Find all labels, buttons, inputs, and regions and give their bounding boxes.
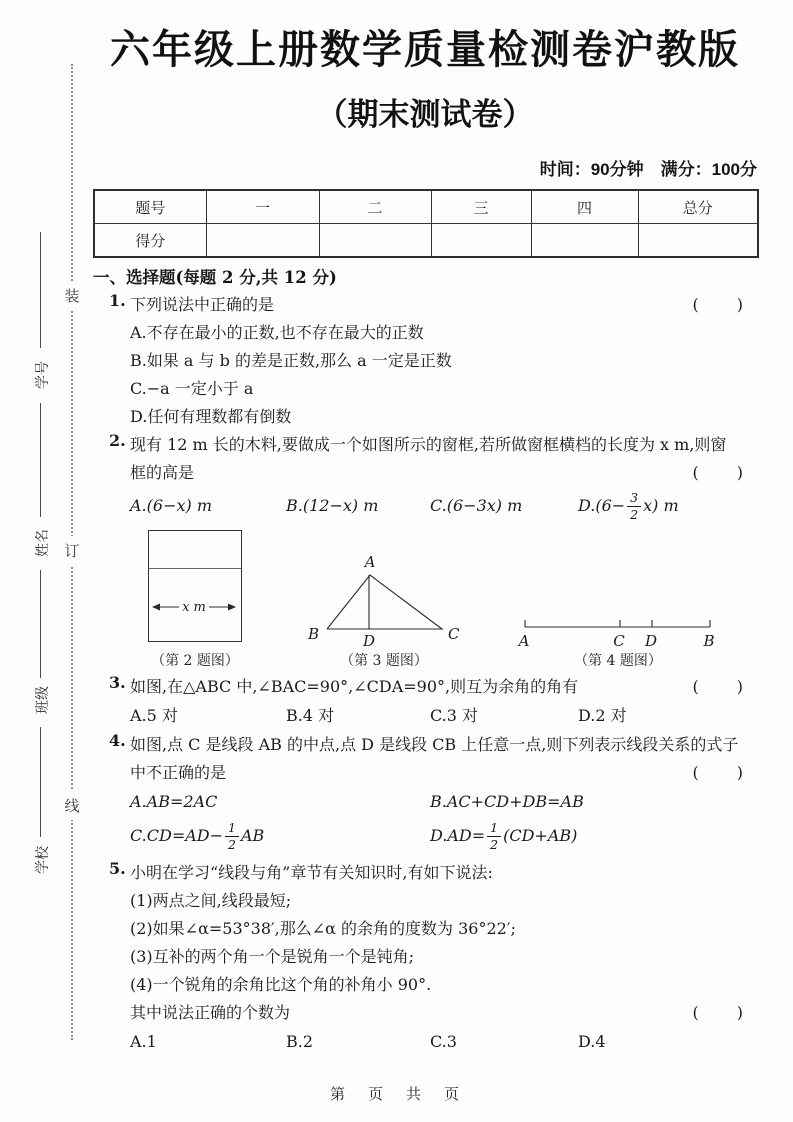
figure-4-caption: （第 4 题图） [574, 653, 662, 669]
question-4-option-c-pre: C.CD=AD− [130, 826, 224, 845]
question-4 [93, 731, 757, 855]
question-4-option-a: A.AB=2AC [130, 792, 218, 811]
fraction-denominator: 2 [228, 836, 236, 852]
score-table-header-row [94, 190, 758, 224]
question-1-option-a: A.不存在最小的正数,也不存在最大的正数 [130, 323, 424, 342]
question-3-option-a: A.5 对 [130, 706, 178, 725]
question-2-answer-paren: ( ) [692, 463, 745, 482]
score-cell [431, 224, 531, 258]
name-blank-line [40, 403, 41, 517]
segment-label-d: D [644, 632, 658, 650]
question-5-option-c: C.3 [430, 1032, 457, 1051]
figure-3-caption: （第 3 题图） [340, 653, 428, 669]
question-1-option-c: C.−a 一定小于 a [130, 379, 254, 398]
question-5-option-b: B.2 [286, 1032, 314, 1051]
question-1-number: 1. [109, 291, 126, 310]
school-blank-line [40, 727, 41, 837]
window-frame-crossbar [149, 568, 241, 569]
score-header-tihao: 题号 [94, 190, 206, 224]
question-1-option-b: B.如果 a 与 b 的差是正数,那么 a 一定是正数 [130, 351, 452, 370]
question-4-number: 4. [109, 731, 126, 750]
fraction-denominator: 2 [490, 836, 499, 852]
fraction-numerator: 3 [627, 491, 641, 507]
class-label: 班级 [35, 686, 51, 714]
student-id-label: 学号 [35, 361, 51, 389]
question-3-number: 3. [109, 673, 126, 692]
score-row-label: 得分 [94, 224, 206, 258]
question-3-answer-paren: ( ) [692, 677, 745, 696]
figures-row [93, 527, 757, 673]
question-4-option-d-pre: D.AD= [430, 826, 486, 845]
question-5-option-d: D.4 [578, 1032, 606, 1051]
question-4-stem-line1: 如图,点 C 是线段 AB 的中点,点 D 是线段 CB 上任意一点,则下列表示线段关系的式子 [130, 735, 739, 754]
question-5-item-3: (3)互补的两个角一个是锐角一个是钝角; [130, 947, 415, 966]
triangle-label-b: B [308, 625, 320, 643]
school-label: 学校 [35, 846, 51, 874]
question-2-option-d-pre: D.(6− [578, 496, 626, 515]
score-header-total: 总分 [638, 190, 758, 224]
question-5-item-1: (1)两点之间,线段最短; [130, 891, 292, 910]
question-3-option-b: B.4 对 [286, 706, 335, 725]
question-1-stem: 下列说法中正确的是 [130, 295, 275, 314]
question-2-option-b: B.(12−x) m [286, 496, 379, 515]
binding-char-ding: 订 [64, 536, 79, 565]
binding-char-zhuang: 装 [64, 281, 79, 310]
question-4-answer-paren: ( ) [692, 763, 745, 782]
question-2-option-d-post: x) m [643, 496, 679, 515]
triangle-label-c: C [448, 625, 460, 643]
binding-char-xian: 线 [64, 791, 79, 820]
name-label: 姓名 [35, 529, 51, 557]
question-3-option-d: D.2 对 [578, 706, 627, 725]
question-4-option-d [430, 821, 577, 852]
question-5-item-4: (4)一个锐角的余角比这个角的补角小 90°. [130, 975, 432, 994]
fraction [225, 821, 239, 852]
section1-heading: 一、选择题(每题 2 分,共 12 分) [93, 268, 337, 287]
segment-label-a: A [518, 632, 530, 650]
question-5-option-a: A.1 [130, 1032, 157, 1051]
question-2-stem-line2: 框的高是 [130, 463, 195, 482]
fraction-numerator: 1 [225, 821, 239, 837]
segment-figure [510, 603, 725, 653]
question-4-stem-line2: 中不正确的是 [130, 763, 227, 782]
exam-title: 六年级上册数学质量检测卷沪教版 [110, 28, 740, 72]
exam-content [93, 0, 757, 1057]
score-header-4: 四 [531, 190, 638, 224]
question-5-answer-paren: ( ) [692, 1003, 745, 1022]
segment-label-c: C [613, 632, 625, 650]
question-4-option-c [130, 821, 430, 852]
triangle-label-d: D [362, 632, 376, 650]
question-5-stem: 小明在学习“线段与角”章节有关知识时,有如下说法: [130, 863, 493, 882]
question-3-option-c: C.3 对 [430, 706, 479, 725]
question-2-option-a: A.(6−x) m [130, 496, 212, 515]
score-table [93, 189, 759, 258]
question-2-option-c: C.(6−3x) m [430, 496, 523, 515]
window-frame-figure [148, 530, 242, 642]
question-3 [93, 673, 757, 731]
score-table-score-row [94, 224, 758, 258]
question-1 [93, 291, 757, 431]
question-1-answer-paren: ( ) [692, 295, 745, 314]
score-cell [638, 224, 758, 258]
score-header-3: 三 [431, 190, 531, 224]
question-4-option-d-post: (CD+AB) [503, 826, 578, 845]
question-2-option-d [578, 491, 679, 522]
fraction-denominator: 2 [630, 506, 639, 522]
score-header-2: 二 [319, 190, 431, 224]
question-1-option-d: D.任何有理数都有倒数 [130, 407, 292, 426]
score-cell [531, 224, 638, 258]
figure-2-caption: （第 2 题图） [151, 653, 239, 669]
segment-label-b: B [703, 632, 715, 650]
question-4-option-b: B.AC+CD+DB=AB [430, 792, 584, 811]
question-5-number: 5. [109, 859, 126, 878]
fraction [627, 491, 641, 522]
question-2-stem-line1: 现有 12 m 长的木料,要做成一个如图所示的窗框,若所做窗框横档的长度为 x m,则窗 [130, 435, 727, 454]
fraction [487, 821, 501, 852]
score-cell [206, 224, 319, 258]
score-header-1: 一 [206, 190, 319, 224]
question-5-item-2: (2)如果∠α=53°38′,那么∠α 的余角的度数为 36°22′; [130, 919, 516, 938]
time-score-info: 时间：90分钟 满分：100分 [539, 160, 757, 179]
width-label: x m [182, 600, 206, 615]
question-2-number: 2. [109, 431, 126, 450]
question-3-stem: 如图,在△ABC 中,∠BAC=90°,∠CDA=90°,则互为余角的角有 [130, 677, 579, 696]
class-blank-line [40, 570, 41, 678]
question-4-option-c-post: AB [240, 826, 265, 845]
triangle-figure [298, 551, 470, 651]
fraction-numerator: 1 [487, 821, 501, 837]
student-id-blank-line [40, 232, 41, 348]
exam-subtitle: （期末测试卷） [316, 97, 534, 132]
question-2 [93, 431, 757, 525]
question-5 [93, 859, 757, 1057]
score-cell [319, 224, 431, 258]
page-footer: 第 页 共 页 [329, 1085, 463, 1103]
question-5-closing: 其中说法正确的个数为 [130, 1003, 291, 1022]
triangle-label-a: A [364, 553, 376, 571]
width-arrow [150, 599, 238, 615]
